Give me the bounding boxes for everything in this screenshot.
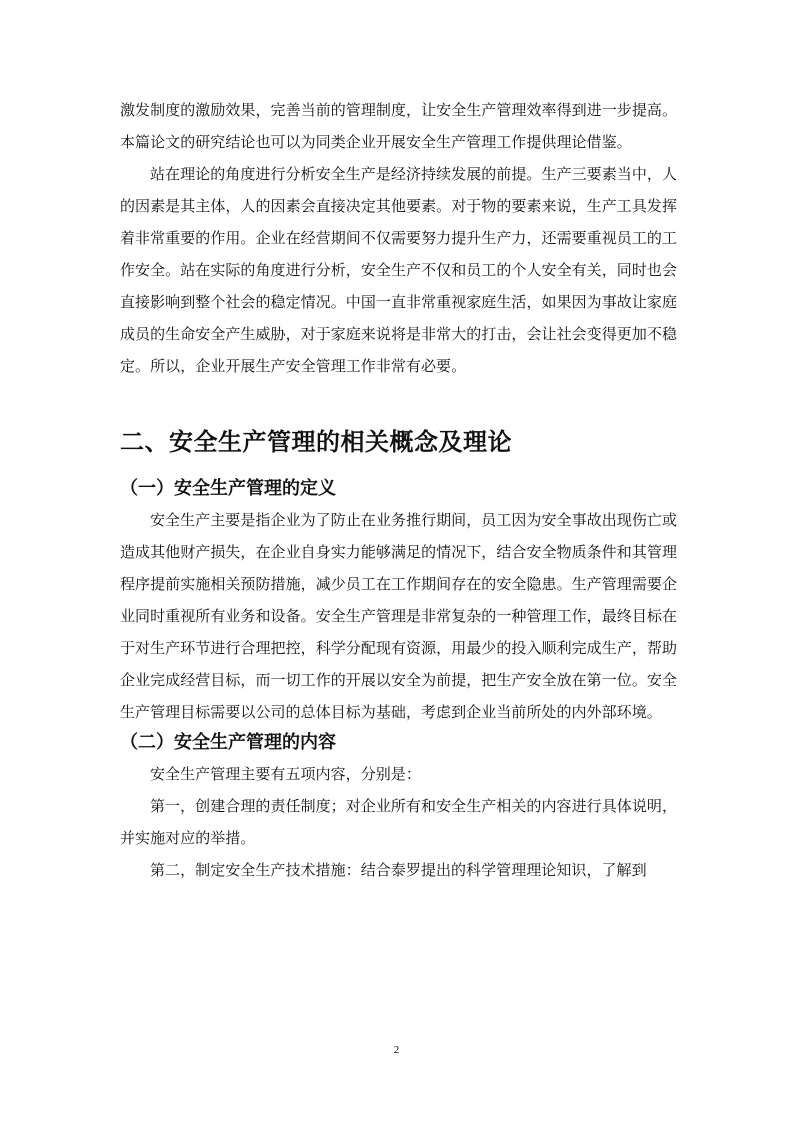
definition-paragraph: 安全生产主要是指企业为了防止在业务推行期间，员工因为安全事故出现伤亡或造成其他财产损失，在企业自身实力能够满足的情况下，结合安全物质条件和其管理程序提前实施相关预防措施，减少员工在工作期间存在的安全隐患。生产管理需要企业同时重视所有业务和设备。安全生产管理是非常复杂的一种管理工作，最终目标在于对生产环节进行合理把控，科学分配现有资源，用最少的投入顺利完成生产，帮助企业完成经营目标，而一切工作的开展以安全为前提，把生产安全放在第一位。安全生产管理目标需要以公司的总体目标为基础，考虑到企业当前所处的内外部环境。 <box>120 511 677 721</box>
section-heading-content: （二）安全生产管理的内容 <box>120 732 336 753</box>
chapter-heading: 二、安全生产管理的相关概念及理论 <box>120 428 512 456</box>
content-paragraph-intro: 安全生产管理主要有五项内容，分别是： <box>150 765 421 783</box>
content-paragraph-second: 第二，制定安全生产技术措施：结合泰罗提出的科学管理理论知识，了解到 <box>150 861 647 879</box>
page-content <box>120 94 677 886</box>
content-paragraph-first: 第一，创建合理的责任制度；对企业所有和安全生产相关的内容进行具体说明，并实施对应的举措。 <box>120 797 677 847</box>
page-number: 2 <box>393 1044 400 1056</box>
intro-paragraph: 站在理论的角度进行分析安全生产是经济持续发展的前提。生产三要素当中，人的因素是其主体，人的因素会直接决定其他要素。对于物的要素来说，生产工具发挥着非常重要的作用。企业在经营期间不仅需要努力提升生产力，还需要重视员工的工作安全。站在实际的角度进行分析，安全生产不仅和员工的个人安全有关，同时也会直接影响到整个社会的稳定情况。中国一直非常重视家庭生活，如果因为事故让家庭成员的生命安全产生威胁，对于家庭来说将是非常大的打击，会让社会变得更加不稳定。所以，企业开展生产安全管理工作非常有必要。 <box>120 165 677 375</box>
section-heading-definition: （一）安全生产管理的定义 <box>120 478 336 499</box>
intro-paragraph-continued: 激发制度的激励效果，完善当前的管理制度，让安全生产管理效率得到进一步提高。本篇论文的研究结论也可以为同类企业开展安全生产管理工作提供理论借鉴。 <box>120 101 677 151</box>
